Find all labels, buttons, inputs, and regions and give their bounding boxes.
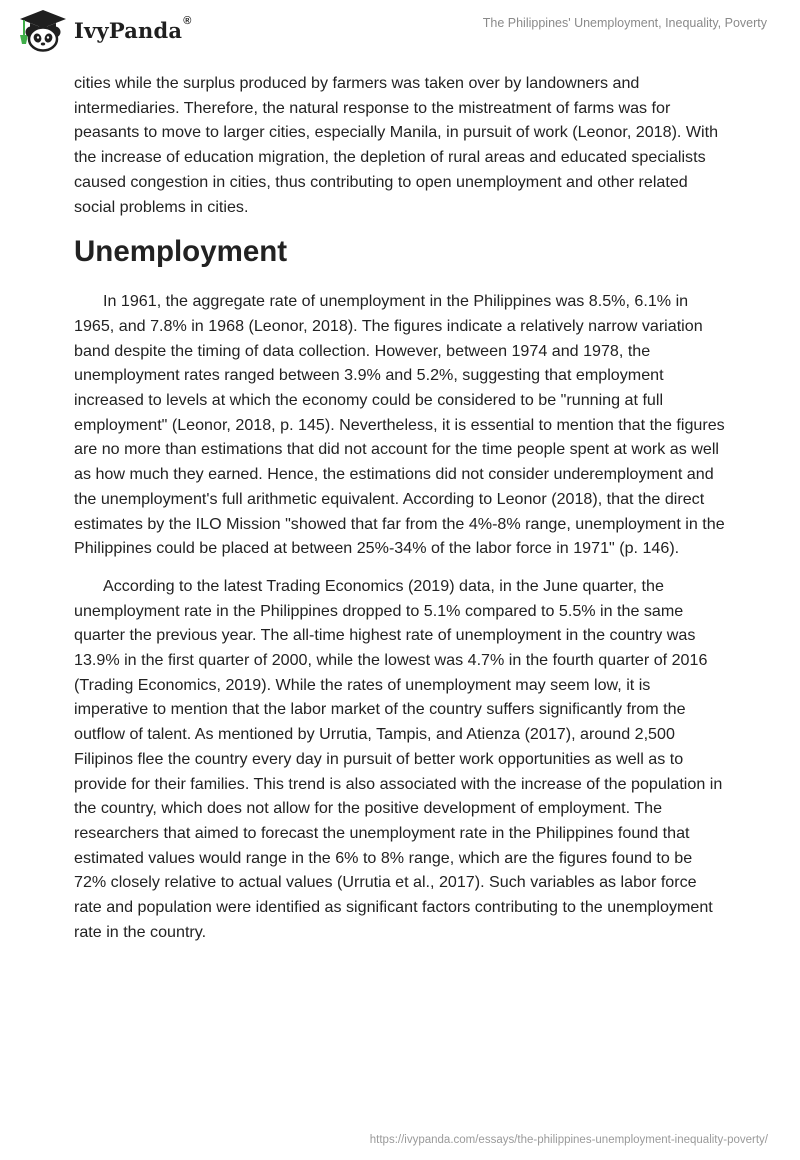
brand-name: IvyPanda®	[74, 14, 192, 43]
body-paragraph-1: In 1961, the aggregate rate of unemployment in the Philippines was 8.5%, 6.1% in 1965, and 7.8% in 1968 (Leonor, 2018). The figures indicate a relatively narrow variation band despite the timing of data collection. However, between 1974 and 1978, the unemployment rates ranged between 3.9% and 5.2%, suggesting that employment increased to levels at which the economy could be considered to be "running at full employment" (Leonor, 2018, p. 145). Nevertheless, it is essential to mention that the figures are no more than estimations that did not account for the time people spent at work as well as how much they earned. Hence, the estimations did not consider underemployment and the unemployment's full arithmetic equivalent. According to Leonor (2018), that the direct estimates by the ILO Mission "showed that far from the 4%-8% range, unemployment in the Philippines could be placed at between 25%-34% of the labor force in 1971" (p. 146).	[74, 292, 725, 558]
body-paragraph-2: According to the latest Trading Economics (2019) data, in the June quarter, the unemployment rate in the Philippines dropped to 5.1% compared to 5.5% in the same quarter the previous year. The all-time highest rate of unemployment in the country was 13.9% in the first quarter of 2000, while the lowest was 4.7% in the fourth quarter of 2016 (Trading Economics, 2019). While the rates of unemployment may seem low, it is imperative to mention that the labor market of the country suffers significantly from the outflow of talent. As mentioned by Urrutia, Tampis, and Atienza (2017), around 2,500 Filipinos flee the country every day in pursuit of better work opportunities as well as to provide for their families. This trend is also associated with the increase of the population in the country, which does not allow for the positive development of employment. The researchers that aimed to forecast the unemployment rate in the Philippines found that estimated values would range in the 6% to 8% range, which are the figures found to be 72% closely relative to actual values (Urrutia et al., 2017). Such variables as labor force rate and population were identified as significant factors contributing to the unemployment rate in the country.	[74, 576, 723, 941]
source-url[interactable]: https://ivypanda.com/essays/the-philippines-unemployment-inequality-poverty/	[369, 1134, 768, 1146]
panda-graduation-cap-icon	[14, 8, 72, 52]
intro-paragraph: cities while the surplus produced by farmers was taken over by landowners and intermediaries. Therefore, the natural response to the mistreatment of farms was for peasants to move to larger cities, especially Manila, in pursuit of work (Leonor, 2018). With the increase of education migration, the depletion of rural areas and educated specialists caused congestion in cities, thus contributing to open unemployment and other related social problems in cities.	[74, 74, 719, 216]
page-header	[0, 0, 800, 62]
essay-content	[74, 71, 726, 958]
brand-logo[interactable]	[14, 8, 192, 52]
document-title: The Philippines' Unemployment, Inequality, Poverty	[482, 16, 767, 30]
registered-mark: ®	[183, 14, 192, 27]
section-heading: Unemployment	[74, 235, 288, 269]
